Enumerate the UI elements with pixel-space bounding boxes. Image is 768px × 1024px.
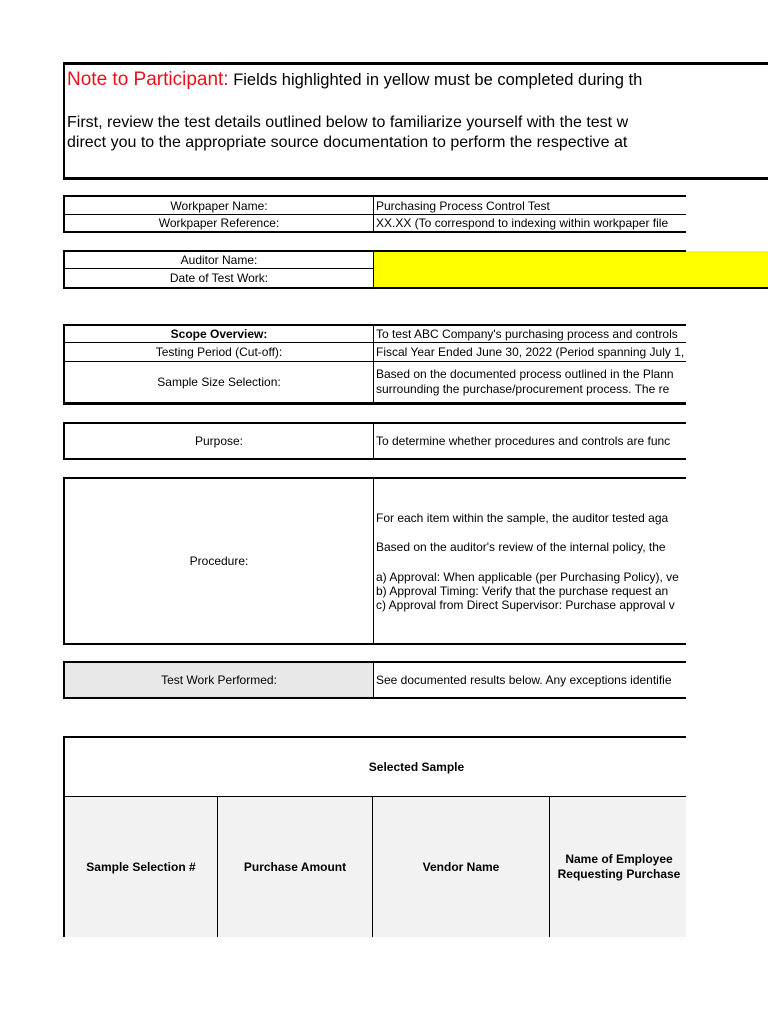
scope-overview-value[interactable]: To test ABC Company's purchasing process and controls xyxy=(373,326,768,342)
sample-size-text-2: surrounding the purchase/procurement process. The re xyxy=(376,381,670,396)
scope-overview-label: Scope Overview: xyxy=(170,327,268,341)
page-edge xyxy=(686,180,768,251)
workpaper-reference-value[interactable]: XX.XX (To correspond to indexing within workpaper file xyxy=(373,214,768,231)
workpaper-name-row xyxy=(63,195,768,215)
procedure-text-2: Based on the auditor's review of the internal policy, the xyxy=(376,540,666,554)
testing-period-label: Testing Period (Cut-off): xyxy=(155,344,283,359)
page-edge-top xyxy=(686,0,768,62)
header-sample-selection: Sample Selection # xyxy=(65,797,218,937)
header-purchase-amount: Purchase Amount xyxy=(218,797,373,937)
procedure-text-1: For each item within the sample, the auditor tested aga xyxy=(376,511,669,525)
test-work-value[interactable]: See documented results below. Any exceptions identifie xyxy=(373,663,768,697)
note-text-1: Fields highlighted in yellow must be completed during th xyxy=(233,71,643,89)
scope-overview-row xyxy=(63,324,768,343)
highlight-extension xyxy=(686,251,768,287)
testing-period-row xyxy=(63,342,768,362)
participant-note xyxy=(63,62,768,180)
workpaper-reference-row xyxy=(63,214,768,233)
procedure-text-5: c) Approval from Direct Supervisor: Purchase approval v xyxy=(376,598,675,612)
sample-size-label: Sample Size Selection: xyxy=(157,374,281,389)
purpose-value[interactable]: To determine whether procedures and controls are func xyxy=(373,424,768,458)
test-work-label: Test Work Performed: xyxy=(65,663,373,697)
auditor-name-label: Auditor Name: xyxy=(180,253,258,267)
purpose-label: Purpose: xyxy=(194,434,244,448)
procedure-row xyxy=(63,477,768,645)
note-instructions xyxy=(67,113,757,153)
procedure-text-3: a) Approval: When applicable (per Purchasing Policy), ve xyxy=(376,570,679,584)
procedure-label: Procedure: xyxy=(189,554,249,568)
auditor-name-row xyxy=(63,250,768,269)
sample-size-text-1: Based on the documented process outlined in the Plann xyxy=(376,366,674,381)
procedure-text-4: b) Approval Timing: Verify that the purchase request an xyxy=(376,584,669,598)
date-of-test-work-row xyxy=(63,268,768,289)
header-vendor-name: Vendor Name xyxy=(373,797,550,937)
workpaper-name-label: Workpaper Name: xyxy=(170,198,268,213)
page-edge-lower xyxy=(686,289,768,1024)
sample-size-row xyxy=(63,361,768,405)
selected-sample-table xyxy=(63,736,768,937)
selected-sample-title: Selected Sample xyxy=(368,760,465,774)
workpaper-reference-label: Workpaper Reference: xyxy=(158,215,280,230)
note-text-2: First, review the test details outlined below to familiarize yourself with the test w xyxy=(67,114,629,131)
workpaper-name-value[interactable]: Purchasing Process Control Test xyxy=(373,197,768,214)
note-line-1 xyxy=(67,69,757,91)
purpose-row xyxy=(63,422,768,460)
date-of-test-work-label: Date of Test Work: xyxy=(169,270,269,285)
header-employee-name: Name of Employee Requesting Purchase xyxy=(550,797,688,937)
test-work-row xyxy=(63,661,768,699)
note-heading: Note to Participant: xyxy=(67,69,229,90)
testing-period-value[interactable]: Fiscal Year Ended June 30, 2022 (Period spanning July 1, xyxy=(373,342,768,361)
note-text-3: direct you to the appropriate source documentation to perform the respective at xyxy=(67,134,628,151)
